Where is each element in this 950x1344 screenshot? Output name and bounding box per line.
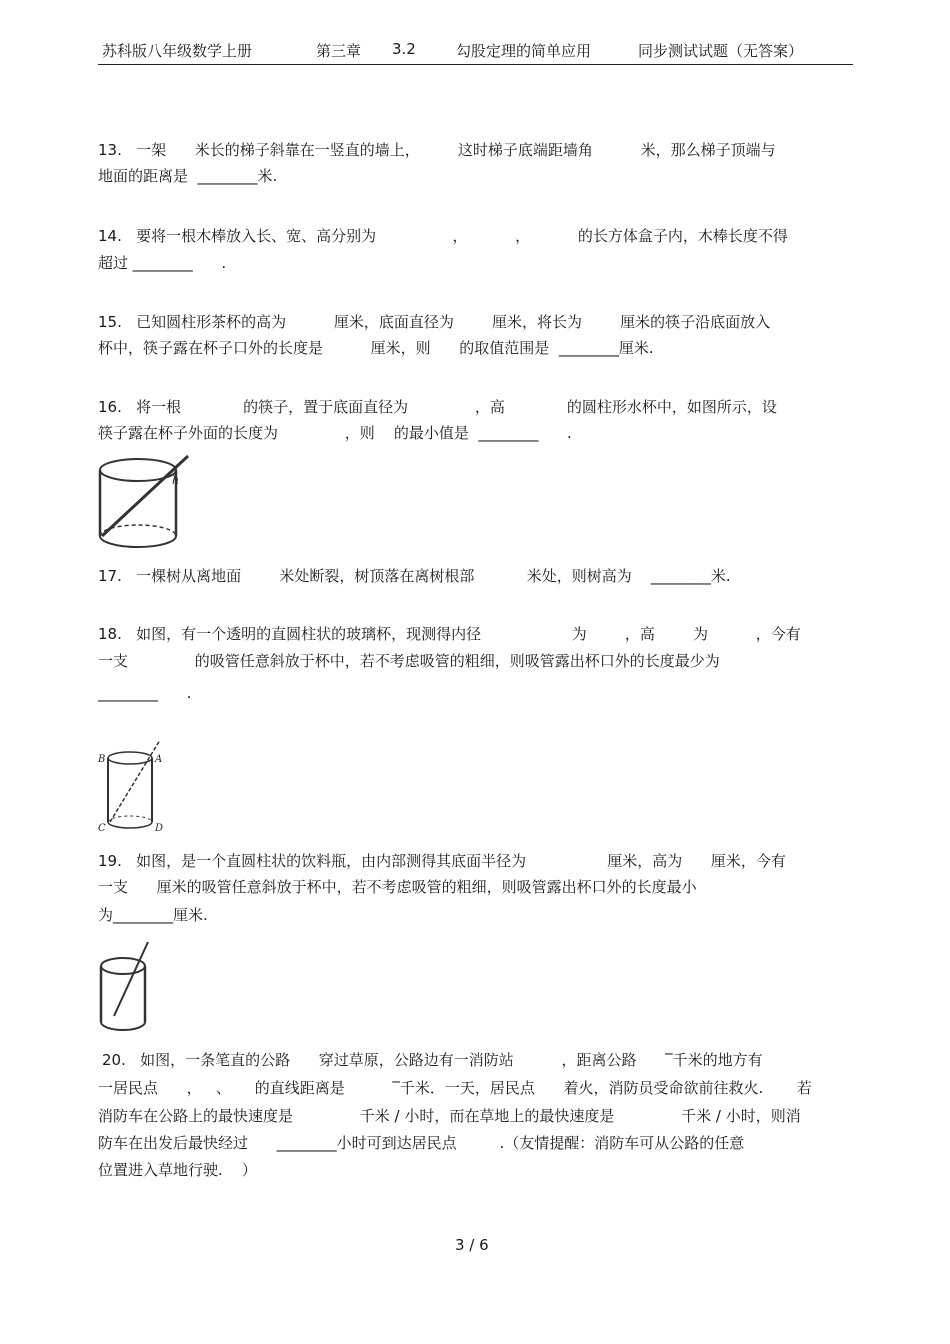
question-13-line-1 (98, 140, 776, 160)
cylinder-chopstick-figure (96, 452, 196, 554)
bottle-straw-figure (96, 940, 156, 1032)
question-text: 如图，是一个直圆柱状的饮料瓶，由内部测得其底面半径为 厘米，高为 厘米，今有 (136, 852, 786, 870)
question-text: 如图，一条笔直的公路 穿过草原，公路边有一消防站 ，距离公路 ‾千米的地方有 (140, 1051, 763, 1069)
question-15-line-1 (98, 312, 770, 332)
header-book: 苏科版八年级数学上册 (102, 42, 253, 60)
question-14-line-2: 超过 ________ . (98, 254, 227, 272)
question-16-line-1 (98, 397, 777, 417)
question-number: 19. (98, 852, 122, 870)
question-text: 已知圆柱形茶杯的高为 厘米，底面直径为 厘米，将长为 厘米的筷子沿底面放入 (136, 313, 771, 331)
question-text: 将一根 的筷子，置于底面直径为 ，高 的圆柱形水杯中，如图所示，设 (136, 398, 777, 416)
question-20-line-3: 消防车在公路上的最快速度是 千米 / 小时，而在草地上的最快速度是 千米 / 小时，则消 (98, 1107, 801, 1125)
page-number: 3 / 6 (455, 1236, 489, 1254)
page-header (98, 38, 853, 65)
label-b: B (98, 754, 106, 765)
label-h: h (172, 474, 180, 487)
question-text: 如图，有一个透明的直圆柱状的玻璃杯，现测得内径 为 ，高 为 ，今有 (136, 625, 801, 643)
question-text: 一棵树从离地面 米处断裂，树顶落在离树根部 米处，则树高为 ________米. (136, 567, 731, 585)
question-19-line-3: 为________厘米. (98, 906, 208, 924)
label-a: A (155, 754, 163, 765)
question-number: 17. (98, 567, 122, 585)
question-number: 15. (98, 313, 122, 331)
question-number: 18. (98, 625, 122, 643)
label-c: C (98, 823, 106, 834)
question-19-line-2: 一支 厘米的吸管任意斜放于杯中，若不考虑吸管的粗细，则吸管露出杯口外的长度最小 (98, 878, 697, 896)
question-number: 20. (102, 1051, 126, 1069)
question-number: 16. (98, 398, 122, 416)
question-19-line-1 (98, 851, 786, 871)
header-test: 同步测试试题（无答案） (638, 42, 804, 60)
question-13-line-2: 地面的距离是 ________米. (98, 167, 278, 185)
question-14-line-1 (98, 226, 788, 246)
question-text: 要将一根木棒放入长、宽、高分别为 ， ， 的长方体盒子内，木棒长度不得 (136, 227, 788, 245)
question-15-line-2: 杯中，筷子露在杯子口外的长度是 厘米，则 的取值范围是 ________厘米. (98, 339, 654, 357)
glass-straw-figure (96, 738, 168, 834)
header-section: 3.2 (392, 40, 416, 58)
question-16-line-2: 筷子露在杯子外面的长度为 ，则 的最小值是 ________ . (98, 424, 572, 442)
question-number: 14. (98, 227, 122, 245)
question-18-line-1 (98, 624, 801, 644)
question-number: 13. (98, 141, 122, 159)
question-18-line-2: 一支 的吸管任意斜放于杯中，若不考虑吸管的粗细，则吸管露出杯口外的长度最少为 (98, 652, 720, 670)
question-20-line-4: 防车在出发后最快经过 ________小时可到达居民点 .（友情提醒：消防车可从公路的任意 (98, 1134, 745, 1152)
question-20-line-1 (102, 1050, 763, 1070)
question-18-line-3: ________ . (98, 684, 192, 702)
question-17-line-1 (98, 566, 731, 586)
question-20-line-2: 一居民点 ， 、 的直线距离是 ‾千米．一天，居民点 着火，消防员受命欲前往救火. 若 (98, 1079, 812, 1097)
header-chapter: 第三章 (316, 42, 362, 60)
question-20-line-5: 位置进入草地行驶. ） (98, 1161, 257, 1179)
question-text: 一架 米长的梯子斜靠在一竖直的墙上， 这时梯子底端距墙角 米，那么梯子顶端与 (136, 141, 776, 159)
label-d: D (155, 823, 164, 834)
header-topic: 勾股定理的简单应用 (456, 42, 592, 60)
